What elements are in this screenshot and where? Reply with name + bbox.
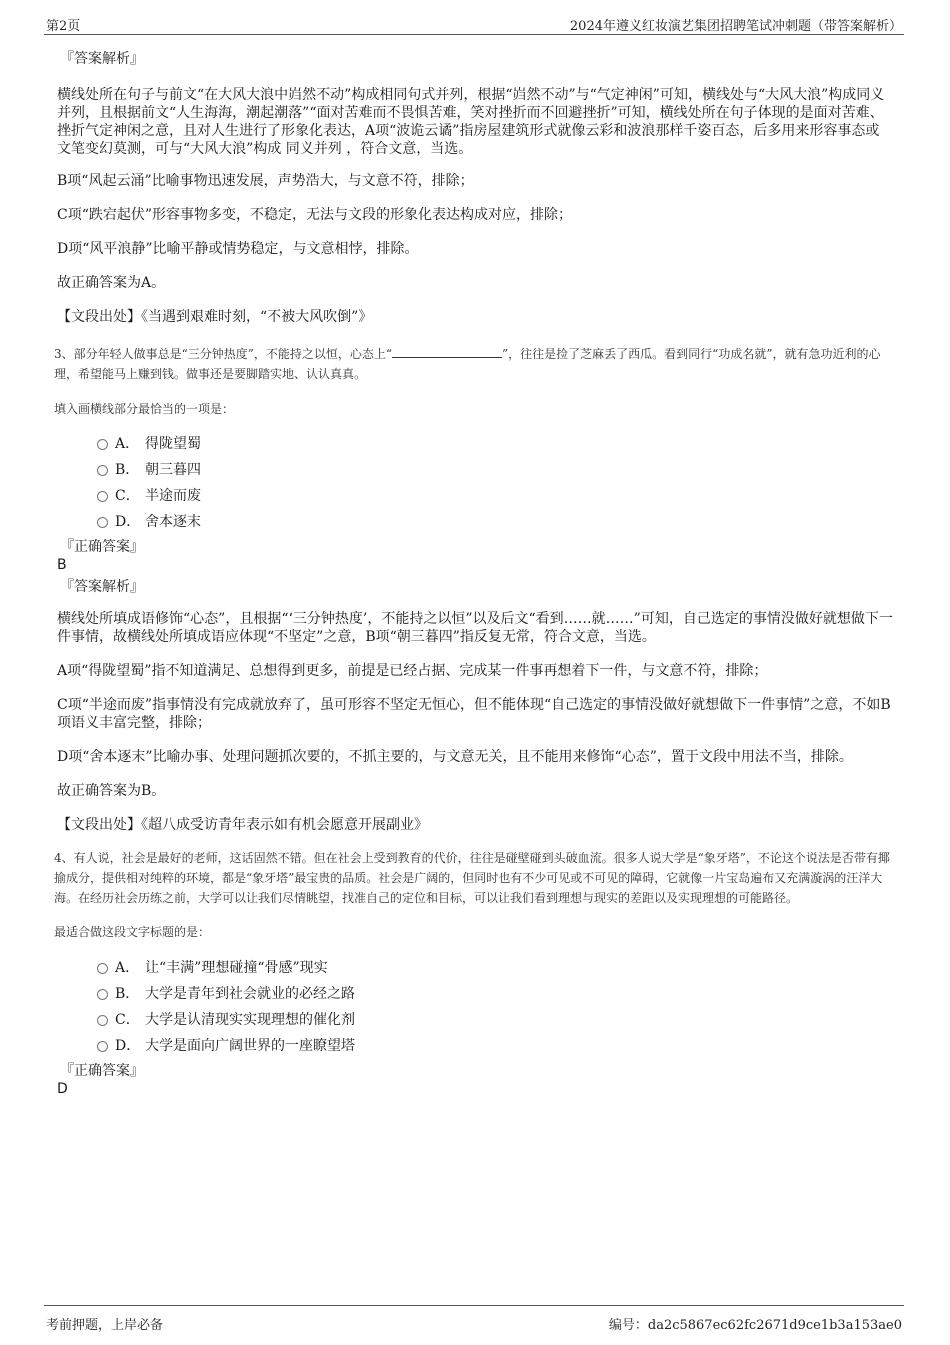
question-3 <box>54 344 893 834</box>
q4-option-b[interactable]: B． 大学是青年到社会就业的必经之路 <box>57 984 893 1010</box>
q4-option-c[interactable]: C． 大学是认清现实实现理想的催化剂 <box>57 1010 893 1036</box>
document-title: 2024年遵义红妆演艺集团招聘笔试冲刺题（带答案解析） <box>569 19 902 34</box>
q4-stem: 4、有人说，社会是最好的老师，这话固然不错。但在社会上受到教育的代价，往往是碰壁碰到头破血流。很多人说大学是“象牙塔”，不论这个说法是否带有揶揄成分，提供相对纯粹的环境，都是“象牙塔”最宝贵的品质。社会是广阔的，但同时也有不少可见或不可见的障碍，它就像一片宝岛遍布又充满漩涡的汪洋大海。在经历社会历练之前，大学可以让我们尽情眺望，找准自己的定位和目标，可以让我们看到理想与现实的差距以及实现理想的可能路径。 <box>54 851 890 905</box>
q2-source: 【文段出处】《当遇到艰难时刻，“不被大风吹倒”》 <box>57 309 373 325</box>
radio-icon[interactable] <box>97 465 108 476</box>
q4-answer-label: 『正确答案』 <box>60 1063 144 1079</box>
q2-analysis-main: 横线处所在句子与前文“在大风大浪中岿然不动”构成相同句式并列，根据“岿然不动”与“气定神闲”可知，横线处与“大风大浪”构成同义并列，且根据前文“人生海海，潮起潮落”“面对苦难而不畏惧苦难，笑对挫折而不回避挫折”可知，横线处所在句子体现的是面对苦难、挫折气定神闲之意，且对人生进行了形象化表达，A项“波诡云谲”指房屋建筑形式就像云彩和波浪那样千姿百态，后多用来形容事态或文笔变幻莫测，可与“大风大浪”构成 同义并列 ，符合文意，当选。 <box>57 87 885 157</box>
q3-option-d[interactable]: D． 舍本逐末 <box>57 512 893 538</box>
q3-options <box>57 434 893 538</box>
q3-analysis-d: D项“舍本逐末”比喻办事、处理问题抓次要的，不抓主要的，与文意无关，且不能用来修饰“心态”，置于文段中用法不当，排除。 <box>57 749 853 765</box>
footer-serial: 编号：da2c5867ec62fc2671d9ce1b3a153ae0 <box>608 1318 902 1333</box>
q3-blank <box>392 345 502 358</box>
q3-prompt: 填入画横线部分最恰当的一项是： <box>54 402 235 416</box>
q3-answer: B <box>57 557 67 573</box>
q3-analysis-label: 『答案解析』 <box>60 579 144 595</box>
q3-analysis-main: 横线处所填成语修饰“心态”，且根据“‘三分钟热度’，不能持之以恒”以及后文“看到……就……”可知，自己选定的事情没做好就想做下一件事情，故横线处所填成语应体现“不坚定”之意，B项“朝三暮四”指反复无常，符合文意，当选。 <box>57 611 893 645</box>
page-number: 第2页 <box>46 19 81 34</box>
question-4 <box>54 848 893 1098</box>
q2-conclusion: 故正确答案为A。 <box>57 275 166 291</box>
q2-analysis-d: D项“风平浪静”比喻平静或情势稳定，与文意相悖，排除。 <box>57 241 419 257</box>
page-footer <box>44 1305 904 1332</box>
q4-answer: D <box>57 1081 68 1097</box>
q4-options <box>57 958 893 1062</box>
q4-option-d[interactable]: D． 大学是面向广阔世界的一座瞭望塔 <box>57 1036 893 1062</box>
q3-analysis-a: A项“得陇望蜀”指不知道满足、总想得到更多，前提是已经占据、完成某一件事再想着下一件，与文意不符，排除； <box>57 663 768 679</box>
page-header <box>44 12 904 35</box>
radio-icon[interactable] <box>97 517 108 528</box>
q3-analysis-c: C项“半途而废”指事情没有完成就放弃了，虽可形容不坚定无恒心，但不能体现“自己选定的事情没做好就想做下一件事情”之意，不如B项语义丰富完整，排除； <box>57 697 891 731</box>
q2-analysis-c: C项“跌宕起伏”形容事物多变，不稳定，无法与文段的形象化表达构成对应，排除； <box>57 207 573 223</box>
radio-icon[interactable] <box>97 989 108 1000</box>
q4-prompt: 最适合做这段文字标题的是： <box>54 925 211 939</box>
radio-icon[interactable] <box>97 1041 108 1052</box>
q3-conclusion: 故正确答案为B。 <box>57 783 166 799</box>
radio-icon[interactable] <box>97 491 108 502</box>
q3-stem: 3、部分年轻人做事总是“三分钟热度”，不能持之以恒，心态上“ ”，往往是捡了芝麻丢了西瓜。看到同行“功成名就”，就有急功近利的心理，希望能马上赚到钱。做事还是要脚踏实地、认认真真。 <box>54 347 881 381</box>
radio-icon[interactable] <box>97 963 108 974</box>
q3-option-b[interactable]: B． 朝三暮四 <box>57 460 893 486</box>
footer-slogan: 考前押题，上岸必备 <box>46 1318 164 1333</box>
q3-answer-label: 『正确答案』 <box>60 539 144 555</box>
q3-option-a[interactable]: A． 得陇望蜀 <box>57 434 893 460</box>
q2-analysis-label: 『答案解析』 <box>60 51 144 67</box>
page-content <box>54 44 893 1098</box>
q3-source: 【文段出处】《超八成受访青年表示如有机会愿意开展副业》 <box>57 817 428 833</box>
q3-option-c[interactable]: C． 半途而废 <box>57 486 893 512</box>
q2-analysis-b: B项“风起云涌”比喻事物迅速发展，声势浩大，与文意不符，排除； <box>57 173 474 189</box>
radio-icon[interactable] <box>97 1015 108 1026</box>
radio-icon[interactable] <box>97 439 108 450</box>
q4-option-a[interactable]: A． 让“丰满”理想碰撞“骨感”现实 <box>57 958 893 984</box>
